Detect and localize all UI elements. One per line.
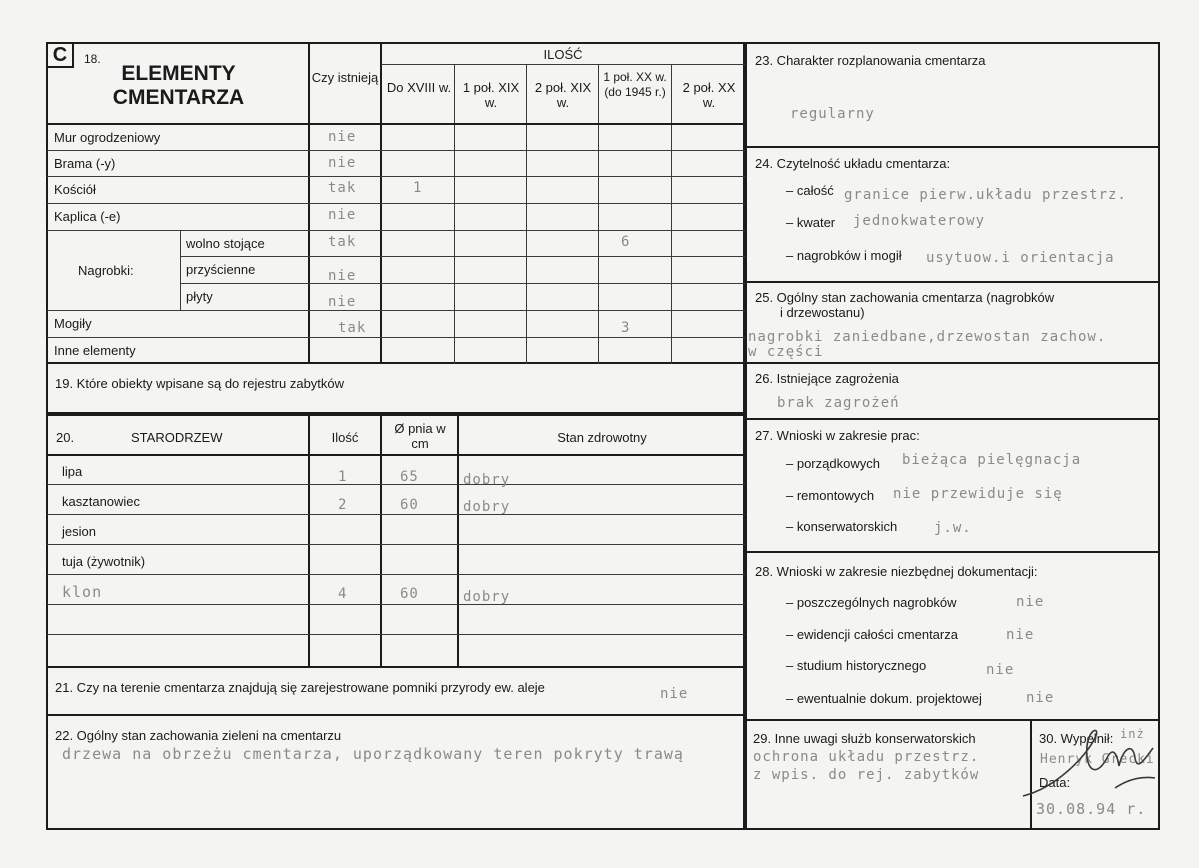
row-label-inne: Inne elementy xyxy=(54,343,136,358)
tree-diam-5: 60 xyxy=(400,586,419,602)
section-18-title: ELEMENTY CMENTARZA xyxy=(112,62,245,109)
section-29-value: ochrona układu przestrz. xyxy=(753,749,980,765)
section-28-studium-label: – studium historycznego xyxy=(786,658,927,673)
section-23-label: 23. Charakter rozplanowania cmentarza xyxy=(755,53,986,68)
exists-wolno: tak xyxy=(328,234,357,250)
row-label-wolno: wolno stojące xyxy=(186,236,265,251)
section-24-kwater-value: jednokwaterowy xyxy=(853,213,986,229)
section-30-value-name: Henryk Grecki xyxy=(1040,752,1155,767)
col-header-tree-count: Ilość xyxy=(331,430,359,445)
section-23-value: regularny xyxy=(790,106,875,122)
section-22-label: 22. Ogólny stan zachowania zieleni na cmentarzu xyxy=(55,728,342,743)
col-header-count: ILOŚĆ xyxy=(543,47,583,62)
section-30-date-label: Data: xyxy=(1039,775,1071,790)
tree-name-4: tuja (żywotnik) xyxy=(62,554,146,569)
col-header-health: Stan zdrowotny xyxy=(557,430,647,445)
section-20-number: 20. xyxy=(56,430,75,445)
section-27-konserwatorskich-value: j.w. xyxy=(934,520,972,536)
section-28-projektowej-value: nie xyxy=(1026,690,1055,706)
tree-diam-2: 60 xyxy=(400,497,419,513)
section-20-title: STARODRZEW xyxy=(131,430,223,445)
col-header-diameter: Ø pnia w cm xyxy=(394,421,446,451)
tree-name-2: kasztanowiec xyxy=(62,494,141,509)
section-24-kwater-label: – kwater xyxy=(786,215,836,230)
section-30-date-value: 30.08.94 r. xyxy=(1036,800,1147,818)
count-kosciol: 1 xyxy=(413,180,423,196)
tree-health-1: dobry xyxy=(463,472,511,488)
section-28-ewidencji-label: – ewidencji całości cmentarza xyxy=(786,627,958,642)
section-24-nagrobkow-value: usytuow.i orientacja xyxy=(926,250,1115,266)
tree-name-3: jesion xyxy=(62,524,96,539)
count-mogily: 3 xyxy=(621,320,631,336)
section-28-ewidencji-value: nie xyxy=(1006,627,1035,643)
section-28-projektowej-label: – ewentualnie dokum. projektowej xyxy=(786,691,982,706)
section-26-label: 26. Istniejące zagrożenia xyxy=(755,371,899,386)
exists-kaplica: nie xyxy=(328,207,357,223)
section-19-label: 19. Które obiekty wpisane są do rejestru zabytków xyxy=(55,376,345,391)
exists-kosciol: tak xyxy=(328,180,357,196)
exists-mur: nie xyxy=(328,129,357,145)
exists-brama: nie xyxy=(328,155,357,171)
card-letter: C xyxy=(48,44,74,68)
section-24-calosc-value: granice pierw.układu przestrz. xyxy=(844,187,1127,203)
section-24-label: 24. Czytelność układu cmentarza: xyxy=(755,156,951,171)
tree-count-2: 2 xyxy=(338,497,348,513)
exists-plyty: nie xyxy=(328,294,357,310)
exists-mogily: tak xyxy=(338,320,367,336)
period-3: 2 poł. XIX w. xyxy=(534,80,592,110)
section-28-studium-value: nie xyxy=(986,662,1015,678)
section-30-label: 30. Wypełnił: xyxy=(1039,731,1114,746)
section-27-remontowych-label: – remontowych xyxy=(786,488,875,503)
section-27-label: 27. Wnioski w zakresie prac: xyxy=(755,428,920,443)
section-21-label: 21. Czy na terenie cmentarza znajdują się zarejestrowane pomniki przyrody ew. aleje xyxy=(55,680,545,695)
section-18-number: 18. xyxy=(84,52,101,66)
exists-przyscienne: nie xyxy=(328,268,357,284)
section-27-remontowych-value: nie przewiduje się xyxy=(893,486,1063,502)
row-label-nagrobki: Nagrobki: xyxy=(78,263,134,278)
row-label-brama: Brama (-y) xyxy=(54,156,116,171)
period-2: 1 poł. XIX w. xyxy=(462,80,520,110)
section-25-label-2: i drzewostanu) xyxy=(780,305,865,320)
section-27-porzadkowych-label: – porządkowych xyxy=(786,456,880,471)
section-29-label: 29. Inne uwagi służb konserwatorskich xyxy=(753,731,976,746)
period-5: 2 poł. XX w. xyxy=(682,80,736,110)
section-27-konserwatorskich-label: – konserwatorskich xyxy=(786,519,898,534)
period-1: Do XVIII w. xyxy=(386,80,452,95)
tree-count-5: 4 xyxy=(338,586,348,602)
section-21-value: nie xyxy=(660,686,689,702)
row-label-mur: Mur ogrodzeniowy xyxy=(54,130,161,145)
section-25-label: 25. Ogólny stan zachowania cmentarza (nagrobków xyxy=(755,290,1055,305)
section-24-calosc-label: – całość xyxy=(786,183,834,198)
count-wolno: 6 xyxy=(621,234,631,250)
row-label-przyscienne: przyścienne xyxy=(186,262,256,277)
section-22-value: drzewa na obrzeżu cmentarza, uporządkowany teren pokryty trawą xyxy=(62,745,684,763)
tree-name-1: lipa xyxy=(62,464,83,479)
col-header-exists: Czy istnieją xyxy=(311,70,379,85)
section-28-nagrobkow-value: nie xyxy=(1016,594,1045,610)
section-30-value-title: inż xyxy=(1120,727,1145,741)
row-label-kaplica: Kaplica (-e) xyxy=(54,209,121,224)
section-29-value-2: z wpis. do rej. zabytków xyxy=(753,767,980,783)
section-26-value: brak zagrożeń xyxy=(777,395,900,411)
section-28-nagrobkow-label: – poszczególnych nagrobków xyxy=(786,595,957,610)
section-25-value: nagrobki zaniedbane,drzewostan zachow. xyxy=(748,329,1107,345)
section-20-frame xyxy=(46,414,745,668)
row-label-plyty: płyty xyxy=(186,289,213,304)
section-28-label: 28. Wnioski w zakresie niezbędnej dokumentacji: xyxy=(755,564,1038,579)
tree-health-2: dobry xyxy=(463,499,511,515)
tree-health-5: dobry xyxy=(463,589,511,605)
tree-diam-1: 65 xyxy=(400,469,419,485)
tree-count-1: 1 xyxy=(338,469,348,485)
section-24-nagrobkow-label: – nagrobków i mogił xyxy=(786,248,902,263)
signature xyxy=(1015,718,1165,808)
section-27-porzadkowych-value: bieżąca pielęgnacja xyxy=(902,452,1082,468)
period-4: 1 poł. XX w. (do 1945 r.) xyxy=(603,70,667,99)
row-label-mogily: Mogiły xyxy=(54,316,92,331)
section-25-value-2: w części xyxy=(748,344,824,360)
tree-name-5: klon xyxy=(62,583,103,601)
row-label-kosciol: Kościół xyxy=(54,182,96,197)
